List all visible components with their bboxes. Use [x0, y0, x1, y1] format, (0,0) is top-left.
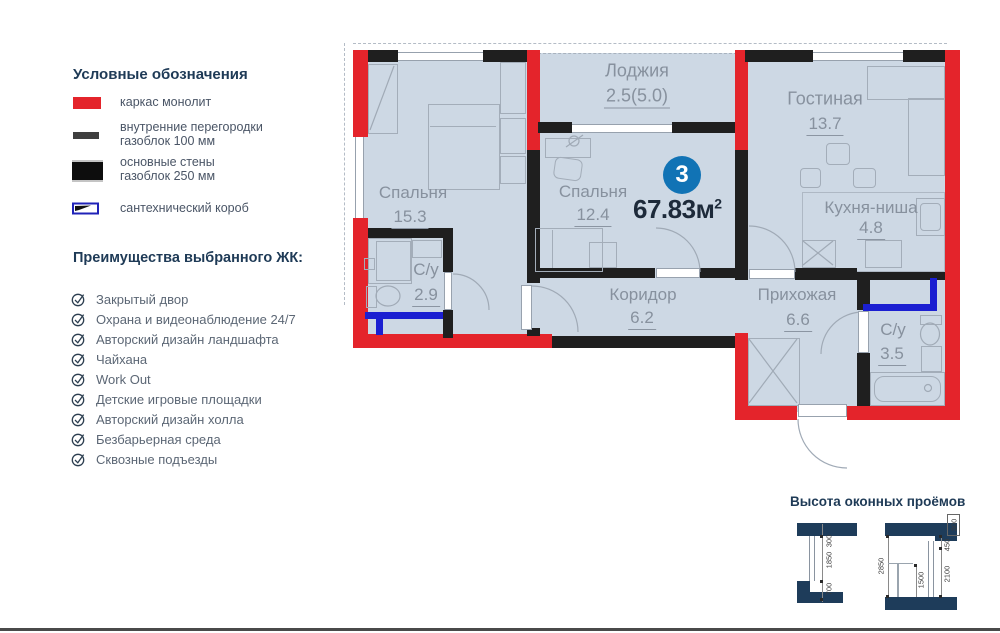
room-area: 4.8 — [857, 218, 885, 240]
sanitary-duct-swatch-icon — [72, 202, 99, 220]
dimension-label: 1500 — [916, 571, 926, 589]
door-leaf — [858, 311, 869, 353]
room-area: 13.7 — [806, 114, 843, 136]
room-area: 3.5 — [878, 344, 906, 366]
legend-title: Условные обозначения — [73, 66, 248, 83]
wall-black — [552, 336, 735, 348]
dimension-dot — [939, 535, 942, 538]
toilet-tank — [366, 286, 377, 308]
window-glass — [809, 536, 815, 581]
advantage-label: Авторский дизайн ландшафта — [96, 331, 279, 347]
legend-item-label: газоблок 100 мм — [120, 134, 216, 148]
legend-item-label: каркас монолит — [120, 95, 212, 109]
table — [826, 143, 850, 165]
wall-red — [735, 406, 797, 420]
room-area: 15.3 — [391, 207, 428, 229]
stove — [802, 240, 836, 268]
wardrobe — [368, 64, 398, 134]
wardrobe — [748, 338, 800, 406]
wall-red — [847, 406, 960, 420]
window — [398, 52, 483, 61]
window — [813, 52, 903, 61]
dimension-dot — [820, 580, 823, 583]
wall-red — [735, 50, 748, 150]
advantage-label: Закрытый двор — [96, 291, 189, 307]
main-wall-swatch-icon — [72, 160, 103, 182]
check-circle-icon — [71, 292, 86, 307]
shower-tray — [376, 241, 411, 281]
bed — [428, 104, 500, 190]
chair — [853, 168, 876, 188]
dimension-label: 1850 — [824, 551, 834, 569]
dimension-dot — [914, 564, 917, 567]
check-circle-icon — [71, 432, 86, 447]
dashed-outline — [344, 43, 345, 305]
sanitary-duct — [365, 312, 443, 319]
wall-black — [483, 50, 527, 62]
wardrobe — [500, 62, 526, 114]
legend-item-label: газоблок 250 мм — [120, 169, 216, 183]
check-circle-icon — [71, 312, 86, 327]
inner-partition-swatch-icon — [73, 132, 99, 139]
list-item — [71, 449, 296, 469]
wall-black — [443, 310, 453, 338]
wall-red — [353, 50, 368, 137]
door-leaf — [749, 269, 795, 279]
advantage-label: Чайхана — [96, 351, 148, 367]
room-label: Кухня-ниша — [824, 198, 918, 217]
legend-item-label: сантехнический короб — [120, 201, 249, 215]
dimension-label: 2100 — [942, 565, 952, 583]
room-label: Лоджия — [605, 60, 669, 81]
wall-black — [735, 150, 748, 280]
desk — [545, 138, 591, 158]
wall-red — [353, 218, 368, 348]
balcony-window — [572, 124, 672, 133]
list-item — [71, 289, 296, 309]
total-area-sup: 2 — [714, 195, 722, 212]
room-label: Спальня — [558, 182, 628, 201]
bathtub-inner — [874, 376, 941, 402]
window-glass — [928, 541, 934, 597]
wall-black — [700, 268, 745, 278]
wall-black — [368, 228, 453, 238]
room-label: Прихожая — [757, 285, 837, 304]
cabinet — [867, 66, 945, 100]
list-item — [71, 409, 296, 429]
rooms-count-badge: 3 — [663, 156, 701, 194]
wall-black — [903, 50, 945, 62]
dimension-dot — [939, 595, 942, 598]
advantages-title: Преимущества выбранного ЖК: — [73, 250, 304, 266]
list-item — [71, 349, 296, 369]
wall-black — [795, 268, 857, 280]
wall-black — [672, 122, 735, 133]
list-item — [71, 309, 296, 329]
advantage-label: Сквозные подъезды — [96, 451, 218, 467]
wall-black — [745, 50, 813, 62]
bottom-divider — [0, 628, 1000, 631]
bed-pillow-line — [430, 126, 496, 127]
advantage-label: Безбарьерная среда — [96, 431, 221, 447]
dimension-dot — [820, 598, 823, 601]
wall-red — [527, 50, 540, 150]
window-diagram-floor — [885, 597, 957, 610]
advantage-label: Авторский дизайн холла — [96, 411, 244, 427]
wall-red — [945, 50, 960, 420]
room-label: Гостиная — [787, 88, 863, 109]
sink — [921, 346, 942, 372]
check-circle-icon — [71, 392, 86, 407]
dimension-line — [888, 536, 889, 597]
dimension-label: 450 — [942, 538, 952, 552]
room-label: С/у — [413, 260, 439, 279]
check-circle-icon — [71, 332, 86, 347]
red-monolith-swatch-icon — [73, 97, 101, 109]
dimension-dot — [886, 595, 889, 598]
nightstand — [500, 156, 526, 184]
table-symbol-leg — [897, 564, 899, 597]
entry-door-arc — [798, 419, 847, 468]
wall-black — [857, 353, 870, 406]
check-circle-icon — [71, 352, 86, 367]
check-circle-icon — [71, 452, 86, 467]
room-area: 2.5(5.0) — [604, 86, 670, 109]
dashed-outline — [353, 43, 947, 44]
kitchen-sink — [920, 203, 941, 231]
wall-black — [538, 122, 572, 133]
door-leaf — [656, 268, 700, 278]
table-symbol-top — [888, 563, 913, 564]
dimension-label: 300 — [824, 534, 834, 548]
room-label: Коридор — [609, 285, 677, 304]
entry-door-leaf — [798, 404, 847, 417]
dimension-box — [947, 514, 960, 536]
dimension-label: 700 — [824, 582, 834, 596]
room-label: С/у — [880, 320, 906, 339]
toilet-tank — [920, 315, 942, 325]
room-label: Спальня — [378, 183, 448, 202]
room-area: 6.6 — [784, 310, 812, 332]
sink — [412, 240, 442, 258]
room-area: 12.4 — [574, 205, 611, 227]
legend-item-label: основные стены — [120, 155, 215, 169]
chair — [800, 168, 821, 188]
room-area: 6.2 — [628, 308, 656, 330]
wall-black — [368, 50, 398, 62]
advantage-label: Work Out — [96, 371, 151, 387]
bed-pillow-line — [552, 230, 553, 268]
wall-black — [443, 228, 453, 272]
window — [355, 137, 364, 218]
total-area-value: 67.83м — [633, 194, 715, 224]
room-area: 2.9 — [412, 285, 440, 307]
list-item — [71, 329, 296, 349]
dimension-label: 300 — [949, 518, 959, 532]
list-item — [71, 389, 296, 409]
total-area — [633, 194, 722, 225]
shelf — [500, 118, 526, 154]
chair — [553, 156, 584, 182]
sanitary-duct — [930, 278, 937, 311]
list-item — [71, 369, 296, 389]
door-leaf — [444, 272, 452, 310]
advantage-label: Детские игровые площадки — [96, 391, 262, 407]
sanitary-duct — [376, 319, 383, 335]
advantage-label: Охрана и видеонаблюдение 24/7 — [96, 311, 296, 327]
window-heights-title: Высота оконных проёмов — [790, 494, 966, 509]
dimension-dot — [820, 535, 823, 538]
advantages-list — [71, 289, 296, 469]
dimension-label: 2850 — [876, 557, 886, 575]
door-leaf — [521, 285, 532, 330]
dresser — [589, 242, 617, 268]
sofa — [908, 98, 945, 176]
kitchen-counter — [865, 240, 902, 268]
list-item — [71, 429, 296, 449]
check-circle-icon — [71, 412, 86, 427]
dimension-dot — [886, 535, 889, 538]
sanitary-duct — [863, 304, 937, 311]
faucet — [364, 258, 375, 270]
check-circle-icon — [71, 372, 86, 387]
legend-item-label: внутренние перегородки — [120, 120, 263, 134]
